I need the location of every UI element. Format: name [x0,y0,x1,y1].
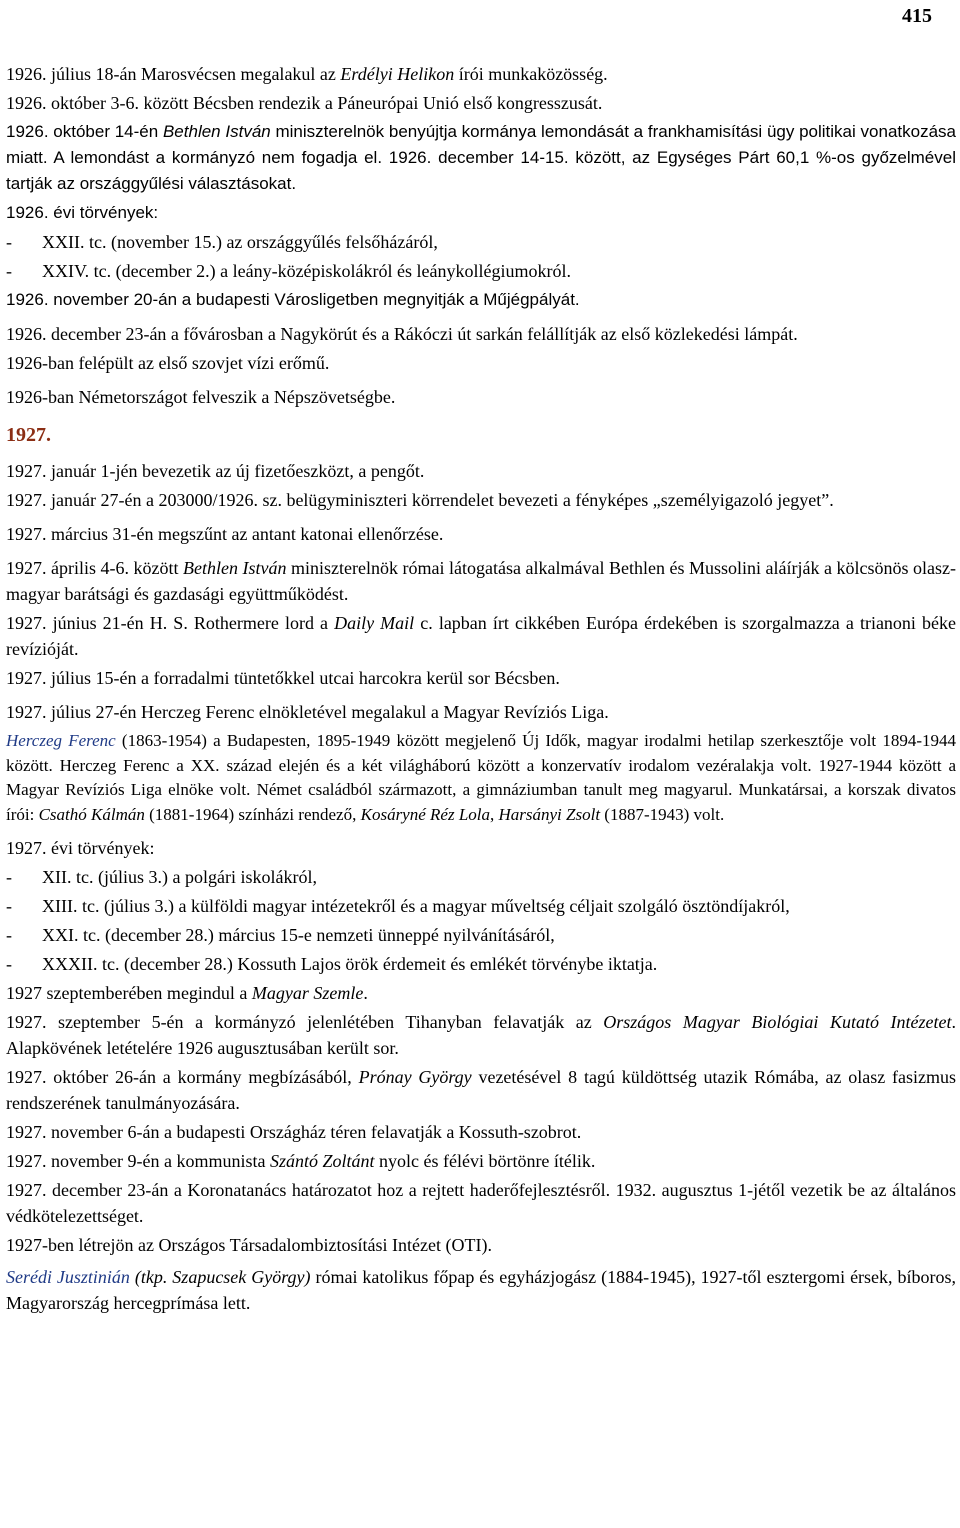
laws-1927-heading: 1927. évi törvények: [6,838,155,859]
paragraph-ice-rink: 1926. november 20-án a budapesti Városligetben megnyitják a Műjégpályát. [6,290,580,309]
paragraph-helikon: 1926. július 18-án Marosvécsen megalakul az Erdélyi Helikon írói munkaközösség. [6,64,608,84]
paragraph-bethlen-resignation: 1926. október 14-én Bethlen István miniszterelnök benyújtja kormánya lemondását a frankhamisítási ügy politikai vonatkozása miatt. A lemondást a kormányzó nem fogadja el. 1926. december 14-15. között, az Egységes Párt 60,1 %-os győzelmével tartják az országgyűlési választásokat. [6,122,956,193]
paragraph-rome-visit: 1927. április 4-6. között Bethlen István miniszterelnök római látogatása alkalmával Bethlen és Mussolini aláírják a kölcsönös olasz-magyar barátsági és gazdasági együttműködést. [6,558,956,604]
paragraph-league-of-nations: 1926-ban Németországot felveszik a Népszövetségbe. [6,387,396,407]
paragraph-crown-council: 1927. december 23-án a Koronatanács határozatot hoz a rejtett haderőfejlesztésről. 1932. augusztus 1-jétől vezetik be az általános védkötelezettséget. [6,1180,956,1227]
paragraph-paneurope: 1926. október 3-6. között Bécsben rendezik a Páneurópai Unió első kongresszusát. [6,93,603,113]
bio-herczeg-ferenc: Herczeg Ferenc (1863-1954) a Budapesten, 1895-1949 között megjelenő Új Idők, magyar irodalmi hetilap szerkesztője volt 1894-1944 között. Herczeg Ferenc a XX. század elején és a két világháború között a konzervatív irodalom vezéralakja volt. 1927-1944 között a Magyar Revíziós Liga elnöke volt. Német családból származott, a gimnáziumban tanult meg magyarul. Munkatársai, a korszak divatos írói: Csathó Kálmán (1881-1964) színházi rendező, Kosáryné Réz Lola, Harsányi Zsolt (1887-1943) volt. [6,731,956,824]
bio-seredi-jusztinian: Serédi Jusztinián (tkp. Szapucsek György) római katolikus főpap és egyházjogász (1884-1945), 1927-től esztergomi érsek, bíboros, Magyarország hercegprímása lett. [6,1267,956,1314]
laws-1926-list [6,229,956,284]
paragraph-kossuth-statue: 1927. november 6-án a budapesti Országház téren felavatják a Kossuth-szobrot. [6,1122,582,1143]
paragraph-revision-league: 1927. július 27-én Herczeg Ferenc elnökletével megalakul a Magyar Revíziós Liga. [6,702,609,722]
list-item: - XIII. tc. (július 3.) a külföldi magyar intézetekről és a magyar műveltség céljait szolgáló ösztöndíjakról, [6,896,790,917]
list-item: - XXI. tc. (december 28.) március 15-e nemzeti ünneppé nyilvánításáról, [6,925,555,946]
paragraph-rothermere: 1927. június 21-én H. S. Rothermere lord a Daily Mail c. lapban írt cikkében Európa érdekében is szorgalmazza a trianoni béke revízióját. [6,613,956,659]
paragraph-magyar-szemle: 1927 szeptemberében megindul a Magyar Szemle. [6,983,368,1004]
list-item: - XXII. tc. (november 15.) az országgyűlés felsőházáról, [6,232,438,252]
paragraph-traffic-light: 1926. december 23-án a fővárosban a Nagykörút és a Rákóczi út sarkán felállítják az első közlekedési lámpát. [6,324,798,344]
paragraph-szanto: 1927. november 9-én a kommunista Szántó Zoltánt nyolc és félévi börtönre ítélik. [6,1151,596,1172]
bio-name: Serédi Jusztinián [6,1267,130,1288]
bio-name: Herczeg Ferenc [6,731,116,750]
paragraph-tihany: 1927. szeptember 5-én a kormányzó jelenlétében Tihanyban felavatják az Országos Magyar Biológiai Kutató Intézetet. Alapkövének letételére 1926 augusztusában került sor. [6,1012,956,1059]
paragraph-vienna-riots: 1927. július 15-én a forradalmi tüntetőkkel utcai harcokra kerül sor Bécsben. [6,668,560,688]
laws-1927-list [6,864,956,977]
list-item: - XXXII. tc. (december 28.) Kossuth Lajos örök érdemeit és emlékét törvénybe iktatja. [6,954,658,975]
paragraph-pronay: 1927. október 26-án a kormány megbízásából, Prónay György vezetésével 8 tagú küldöttség utazik Rómába, az olasz fasizmus rendszerének tanulmányozására. [6,1067,957,1114]
paragraph-pengo: 1927. január 1-jén bevezetik az új fizetőeszközt, a pengőt. [6,461,425,481]
document-body [6,61,956,1319]
paragraph-soviet-plant: 1926-ban felépült az első szovjet vízi erőmű. [6,353,330,373]
list-item: - XII. tc. (július 3.) a polgári iskolákról, [6,867,317,888]
laws-1926-heading: 1926. évi törvények: [6,203,159,222]
paragraph-id-card: 1927. január 27-én a 203000/1926. sz. belügyminiszteri körrendelet bevezeti a fényképes „személyigazoló jegyet”. [6,490,834,510]
paragraph-entente-control: 1927. március 31-én megszűnt az antant katonai ellenőrzése. [6,524,444,544]
paragraph-oti: 1927-ben létrejön az Országos Társadalombiztosítási Intézet (OTI). [6,1235,492,1256]
year-heading: 1927. [6,424,51,446]
page-number: 415 [902,5,932,27]
list-item: - XXIV. tc. (december 2.) a leány-középiskolákról és leánykollégiumokról. [6,261,571,281]
